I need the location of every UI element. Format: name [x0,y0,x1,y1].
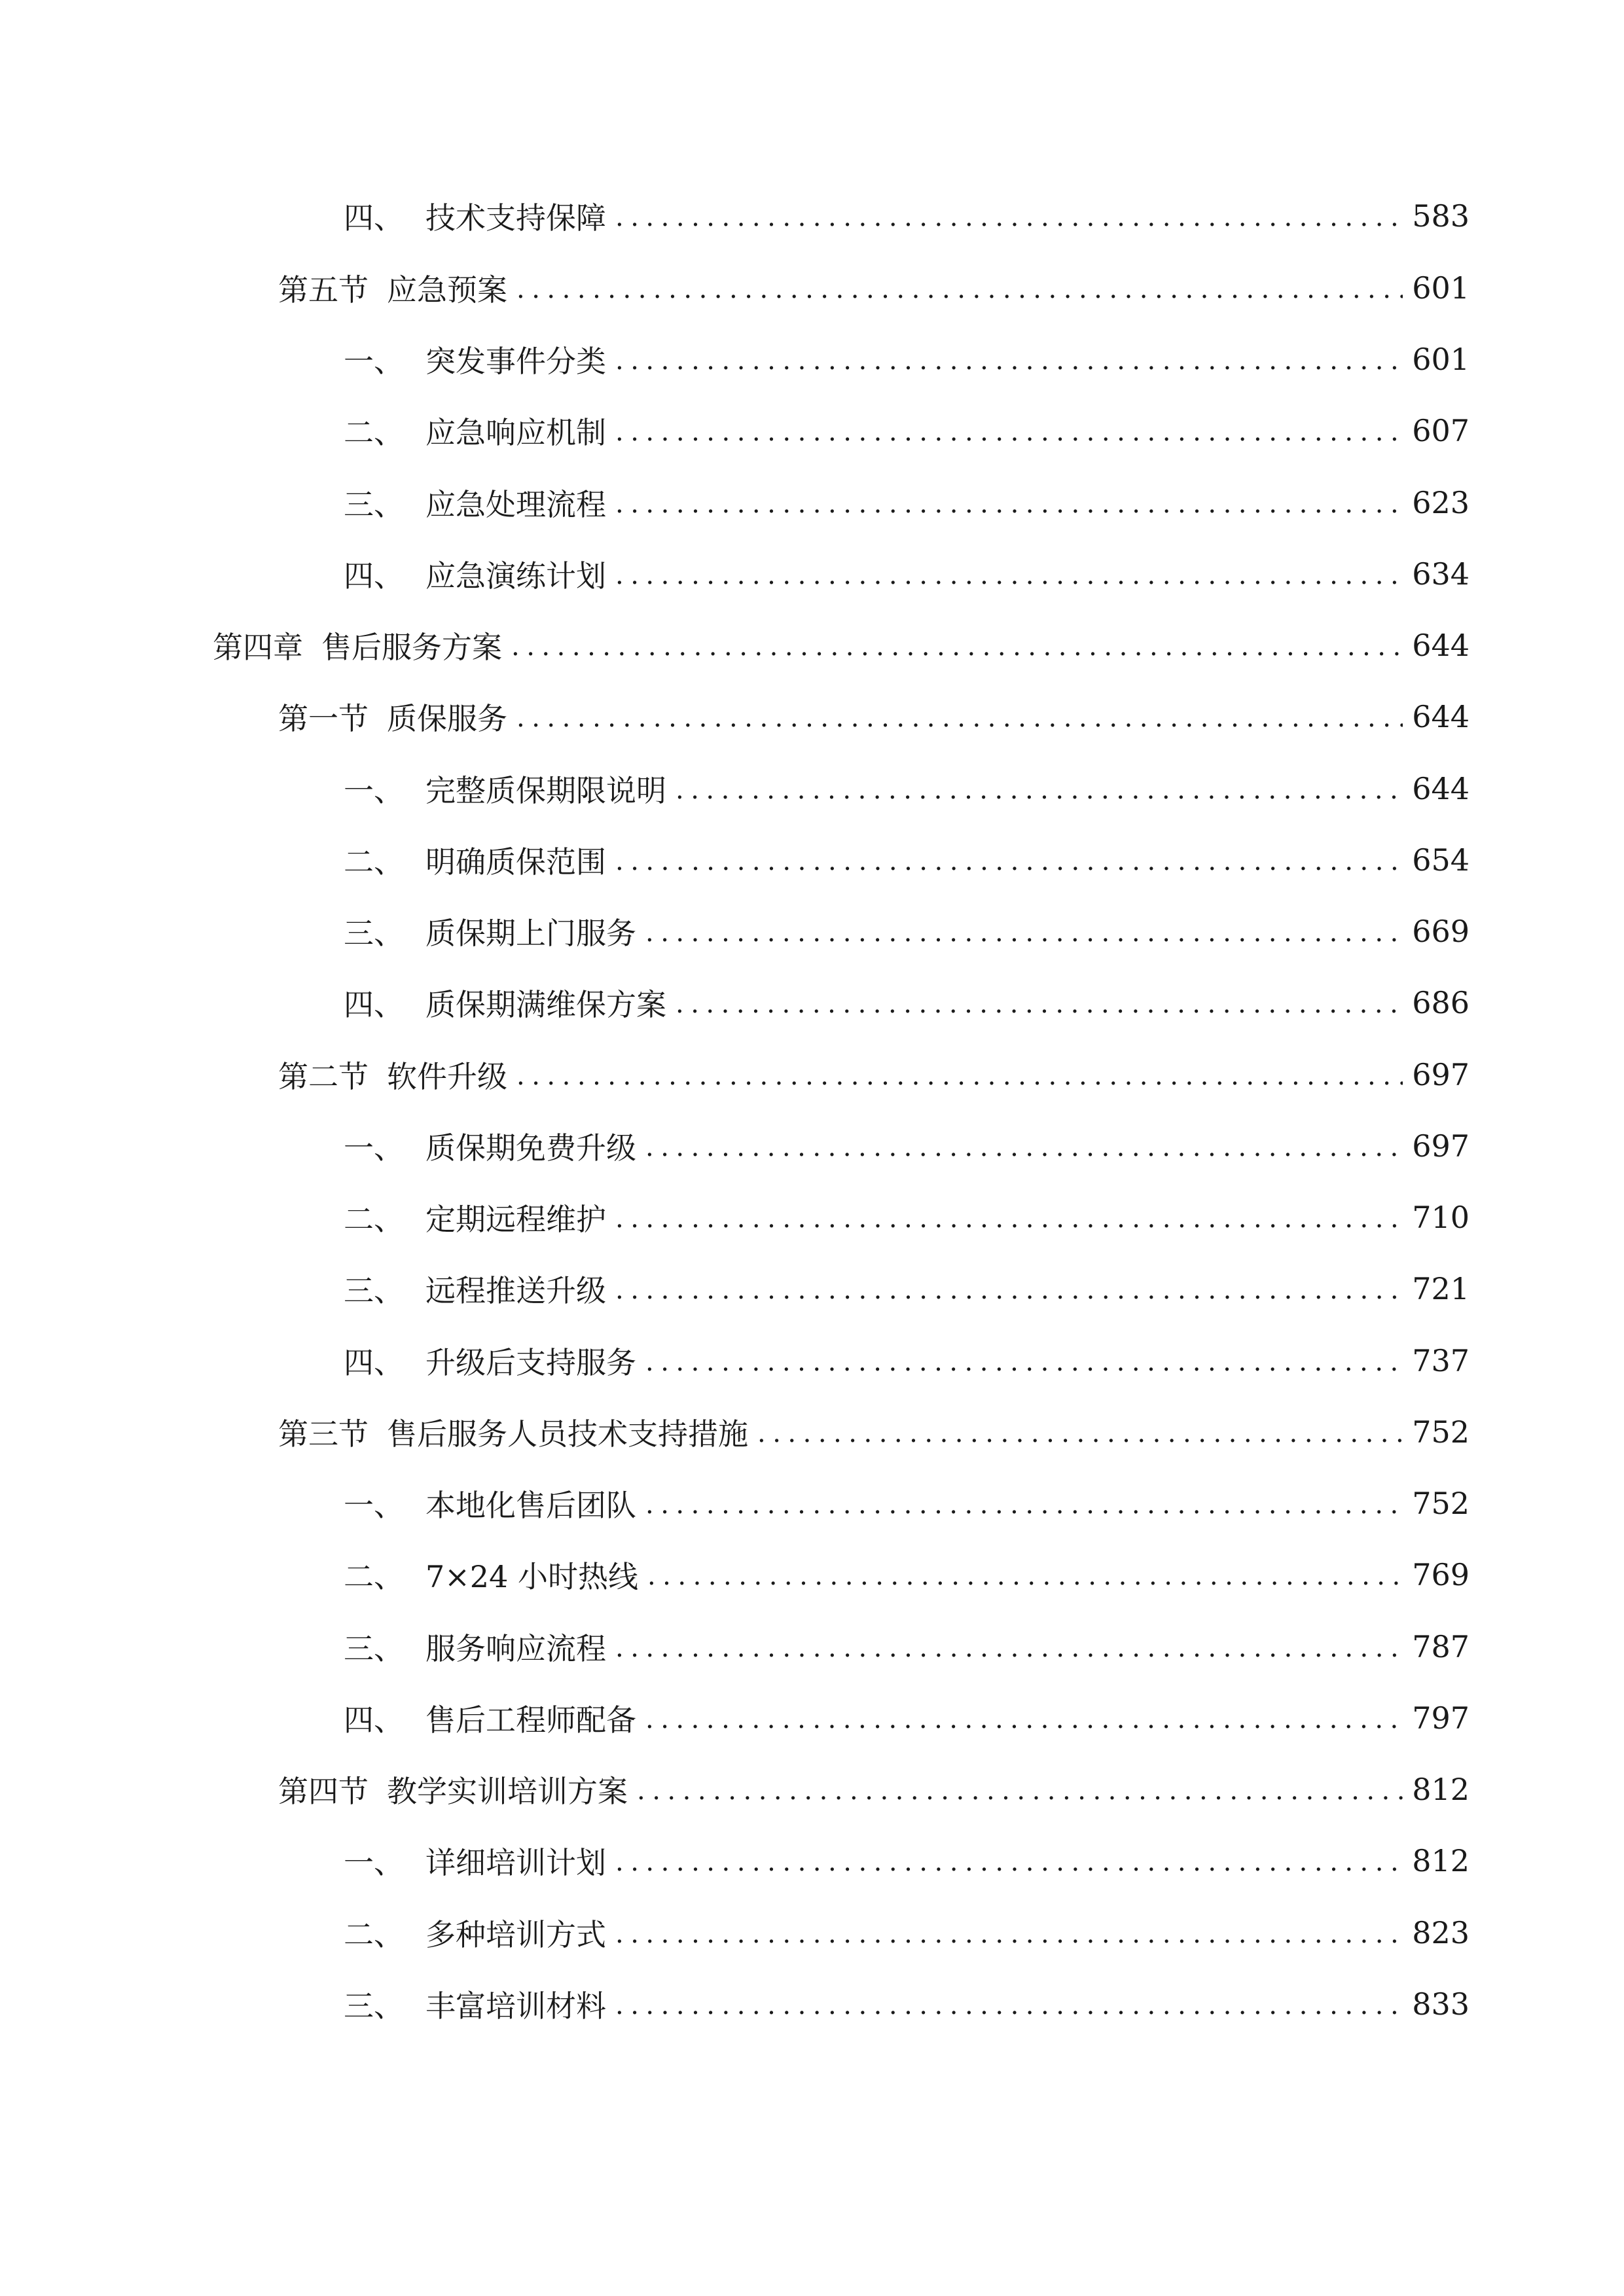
toc-entry-title: 完整质保期限说明 [425,773,666,808]
toc-entry[interactable] [344,548,1470,600]
toc-entry-prefix: 四、 [344,987,404,1022]
toc-entry[interactable] [344,1692,1470,1744]
toc-entry[interactable] [344,190,1470,242]
dot-leader [516,276,1403,314]
toc-entry[interactable] [278,262,1470,314]
toc-entry-page-number: 634 [1412,556,1470,592]
toc-entry-title: 质保服务 [387,701,507,736]
toc-entry-page-number: 644 [1412,771,1470,806]
toc-entry-page-number: 601 [1412,342,1470,377]
toc-entry[interactable] [344,1263,1470,1315]
toc-entry-prefix: 三、 [344,1631,404,1666]
dot-leader [676,777,1403,815]
toc-entry-page-number: 601 [1412,270,1470,306]
toc-entry[interactable] [344,1907,1470,1959]
toc-entry-page-number: 812 [1412,1772,1470,1807]
toc-entry-title: 质保期满维保方案 [425,987,666,1022]
toc-entry-prefix: 第二节 [278,1059,369,1094]
toc-entry-title: 软件升级 [387,1059,507,1094]
toc-entry-title: 明确质保范围 [425,844,606,880]
toc-entry[interactable] [344,834,1470,886]
toc-entry-page-number: 644 [1412,699,1470,734]
toc-entry[interactable] [344,333,1470,386]
toc-entry-page-number: 710 [1412,1200,1470,1235]
toc-entry-page-number: 769 [1412,1557,1470,1592]
dot-leader [511,634,1403,672]
dot-leader [676,991,1403,1029]
toc-entry-page-number: 812 [1412,1843,1470,1878]
toc-entry-title: 定期远程维护 [425,1202,606,1237]
toc-entry-title: 丰富培训材料 [425,1988,606,2024]
dot-leader [645,1134,1403,1172]
dot-leader [615,1277,1403,1315]
toc-entry-page-number: 607 [1412,413,1470,448]
toc-entry-prefix: 一、 [344,773,404,808]
toc-entry-prefix: 二、 [344,1202,404,1237]
toc-entry[interactable] [344,1835,1470,1887]
toc-entry[interactable] [344,1549,1470,1601]
toc-entry-page-number: 833 [1412,1986,1470,2022]
toc-entry-prefix: 三、 [344,1273,404,1308]
toc-entry[interactable] [278,1049,1470,1101]
toc-entry-title: 远程推送升级 [425,1273,606,1308]
toc-entry-page-number: 752 [1412,1486,1470,1521]
toc-entry[interactable] [344,977,1470,1029]
toc-entry-prefix: 第三节 [278,1416,369,1452]
toc-entry-page-number: 823 [1412,1915,1470,1950]
toc-entry[interactable] [344,404,1470,457]
toc-entry[interactable] [213,619,1470,672]
dot-leader [757,1420,1403,1458]
dot-leader [637,1778,1403,1816]
toc-entry-prefix: 第一节 [278,701,369,736]
toc-entry-page-number: 752 [1412,1414,1470,1450]
toc-entry-prefix: 二、 [344,844,404,880]
toc-entry-title: 售后服务人员技术支持措施 [387,1416,748,1452]
toc-entry-title: 技术支持保障 [425,200,606,236]
toc-entry[interactable] [344,1978,1470,2030]
toc-entry-prefix: 一、 [344,1130,404,1166]
toc-entry-title: 应急演练计划 [425,558,606,594]
toc-entry-prefix: 三、 [344,487,404,522]
toc-entry-prefix: 第四节 [278,1774,369,1809]
toc-entry-title: 应急处理流程 [425,487,606,522]
toc-entry-page-number: 787 [1412,1629,1470,1664]
dot-leader [615,1206,1403,1244]
dot-leader [615,348,1403,386]
dot-leader [615,1635,1403,1673]
toc-entry-page-number: 697 [1412,1057,1470,1092]
toc-entry-title: 质保期免费升级 [425,1130,636,1166]
toc-entry-page-number: 721 [1412,1271,1470,1306]
dot-leader [647,1563,1403,1601]
toc-entry[interactable] [344,1120,1470,1172]
dot-leader [615,419,1403,457]
toc-entry-prefix: 四、 [344,558,404,594]
toc-entry-title: 详细培训计划 [425,1845,606,1880]
toc-entry-title: 售后服务方案 [321,630,502,665]
toc-entry-page-number: 623 [1412,485,1470,520]
toc-entry-page-number: 583 [1412,198,1470,234]
toc-entry[interactable] [278,691,1470,743]
toc-entry[interactable] [344,1477,1470,1530]
dot-leader [615,204,1403,242]
toc-entry-prefix: 三、 [344,916,404,951]
toc-entry-title: 多种培训方式 [425,1917,606,1952]
toc-entry[interactable] [344,905,1470,958]
toc-entry-title: 升级后支持服务 [425,1345,636,1380]
dot-leader [516,705,1403,743]
toc-entry[interactable] [344,762,1470,815]
dot-leader [615,1992,1403,2030]
toc-entry-prefix: 二、 [344,1559,404,1594]
toc-entry-prefix: 一、 [344,344,404,379]
dot-leader [645,1706,1403,1744]
toc-entry-prefix: 二、 [344,415,404,450]
toc-entry[interactable] [344,1335,1470,1387]
toc-entry-prefix: 四、 [344,200,404,236]
toc-entry[interactable] [344,476,1470,529]
dot-leader [615,1921,1403,1959]
toc-entry-prefix: 一、 [344,1845,404,1880]
toc-entry-title: 本地化售后团队 [425,1488,636,1523]
dot-leader [615,562,1403,600]
toc-entry-title: 教学实训培训方案 [387,1774,628,1809]
toc-entry-title: 7×24 小时热线 [425,1559,638,1594]
toc-entry-prefix: 四、 [344,1702,404,1738]
toc-entry-page-number: 644 [1412,628,1470,663]
toc-entry-page-number: 686 [1412,985,1470,1020]
toc-entry-title: 应急预案 [387,272,507,308]
dot-leader [615,848,1403,886]
toc-entry-title: 售后工程师配备 [425,1702,636,1738]
toc-entry-page-number: 737 [1412,1343,1470,1378]
toc-entry-prefix: 二、 [344,1917,404,1952]
toc-entry-prefix: 第四章 [213,630,303,665]
toc-entry-prefix: 三、 [344,1988,404,2024]
dot-leader [645,1349,1403,1387]
dot-leader [615,491,1403,529]
toc-entry[interactable] [278,1763,1470,1816]
dot-leader [645,1492,1403,1530]
toc-entry[interactable] [344,1191,1470,1244]
toc-entry-page-number: 797 [1412,1700,1470,1736]
dot-leader [615,1849,1403,1887]
toc-entry-prefix: 第五节 [278,272,369,308]
toc-entry-title: 服务响应流程 [425,1631,606,1666]
toc-entry-page-number: 669 [1412,914,1470,949]
toc-entry-prefix: 四、 [344,1345,404,1380]
toc-entry-title: 应急响应机制 [425,415,606,450]
toc-entry-title: 质保期上门服务 [425,916,636,951]
toc-entry[interactable] [344,1621,1470,1673]
dot-leader [516,1063,1403,1101]
toc-entry-page-number: 697 [1412,1128,1470,1164]
toc-entry-page-number: 654 [1412,842,1470,878]
dot-leader [645,920,1403,958]
toc-entry-prefix: 一、 [344,1488,404,1523]
toc-entry-title: 突发事件分类 [425,344,606,379]
toc-entry[interactable] [278,1406,1470,1458]
